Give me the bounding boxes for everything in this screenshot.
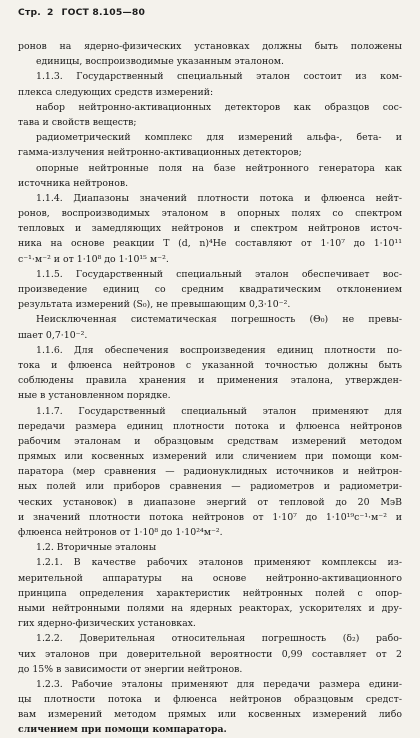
text-line: 1.2.2. Доверительная относительная погрешность (δ₂) рабо- xyxy=(36,633,402,645)
text-line: 1.1.7. Государственный специальный эталон применяют для xyxy=(36,405,402,417)
text-line: мерительной аппаратуры на основе нейтронно-активационного xyxy=(18,572,402,584)
text-line: гамма-излучения нейтронно-активационных детекторов; xyxy=(18,147,302,159)
text-line: ронов на ядерно-физических установках должны быть положены xyxy=(18,41,402,52)
text-line: ронов, воспроизводимых эталоном в опорных полях со спектром xyxy=(18,208,402,220)
text-line: ческих установок) в диапазоне энергий от тепловой до 20 МэВ xyxy=(18,496,402,508)
text-line: флюенса нейтронов от 1·10⁸ до 1·10²⁴м⁻². xyxy=(18,527,223,538)
text-line: гих ядерно-физических установках. xyxy=(18,618,196,630)
text-line: плекса следующих средств измерений: xyxy=(18,86,214,98)
text-line: принципа определения характеристик нейтронных полей с опор- xyxy=(18,587,402,599)
text-line: тава и свойств веществ; xyxy=(18,116,137,128)
text-line: Неисключенная систематическая погрешность (Θ₀) не превы- xyxy=(36,314,402,326)
text-line: ника на основе реакции T (d, n)⁴He составляют от 1·10⁷ до 1·10¹¹ xyxy=(18,238,402,250)
text-line: тепловых и замедляющих нейтронов и спектром нейтронов источ- xyxy=(18,223,402,235)
text-line: единицы, воспроизводимые указанным эталоном. xyxy=(36,56,285,68)
page-header xyxy=(18,7,151,18)
text-line: соблюдены правила хранения и применения эталона, утвержден- xyxy=(18,375,402,387)
text-line: вам измерений методом прямых или косвенных измерений либо xyxy=(18,709,402,721)
document-body xyxy=(18,39,402,738)
text-line: до 15% в зависимости от энергии нейтронов. xyxy=(18,663,243,675)
text-line: 1.1.5. Государственный специальный эталон обеспечивает вос- xyxy=(36,268,402,280)
text-line: 1.1.3. Государственный специальный эталон состоит из ком- xyxy=(36,71,402,83)
text-line: 1.2.1. В качестве рабочих эталонов применяют комплексы из- xyxy=(36,557,402,569)
text-line: цы плотности потока и флюенса нейтронов образцовым средст- xyxy=(18,694,402,706)
standard-number: ГОСТ 8.105—80 xyxy=(61,7,146,18)
text-line: ных полей или приборов сравнения — радиометров и радиометри- xyxy=(18,481,402,493)
text-line: 1.1.4. Диапазоны значений плотности потока и флюенса нейт- xyxy=(36,192,402,204)
text-line: прямых или косвенных измерений или сличением при помощи ком- xyxy=(18,451,402,463)
text-line: ные в установленном порядке. xyxy=(18,390,171,402)
text-line: опорные нейтронные поля на базе нейтронного генератора как xyxy=(36,162,402,174)
page-label: Стр. xyxy=(18,7,41,18)
text-line: с⁻¹·м⁻² и от 1·10⁸ до 1·10¹⁵ м⁻². xyxy=(18,253,169,265)
text-line: чих эталонов при доверительной вероятности 0,99 составляет от 2 xyxy=(18,648,402,660)
text-line: и значений плотности потока нейтронов от 1·10⁷ до 1·10¹⁹с⁻¹·м⁻² и xyxy=(18,511,402,523)
text-line: паратора (мер сравнения — радионуклидных источников и нейтрон- xyxy=(18,466,402,478)
text-line: сличением при помощи компаратора. xyxy=(18,724,227,736)
text-line: рабочим эталонам и образцовым средствам измерений методом xyxy=(18,435,402,447)
text-line: ными нейтронными полями на ядерных реакторах, ускорителях и дру- xyxy=(18,602,402,614)
text-line: 1.2. Вторичные эталоны xyxy=(36,542,157,554)
text-line: результата измерений (S₀), не превышающим 0,3·10⁻². xyxy=(18,299,291,311)
text-line: 1.1.6. Для обеспечения воспроизведения единиц плотности по- xyxy=(36,344,402,356)
text-line: набор нейтронно-активационных детекторов как образцов сос- xyxy=(36,101,402,113)
text-line: шает 0,7·10⁻². xyxy=(18,329,88,341)
text-line: произведение единиц со средним квадратическим отклонением xyxy=(18,284,402,295)
text-line: тока и флюенса нейтронов с указанной точностью должны быть xyxy=(18,359,402,371)
page-number: 2 xyxy=(46,7,54,18)
text-line: радиометрический комплекс для измерений альфа-, бета- и xyxy=(36,132,402,144)
text-line: 1.2.3. Рабочие эталоны применяют для передачи размера едини- xyxy=(36,678,402,690)
text-line: источника нейтронов. xyxy=(18,177,129,189)
text-line: передачи размера единиц плотности потока и флюенса нейтронов xyxy=(18,420,402,432)
